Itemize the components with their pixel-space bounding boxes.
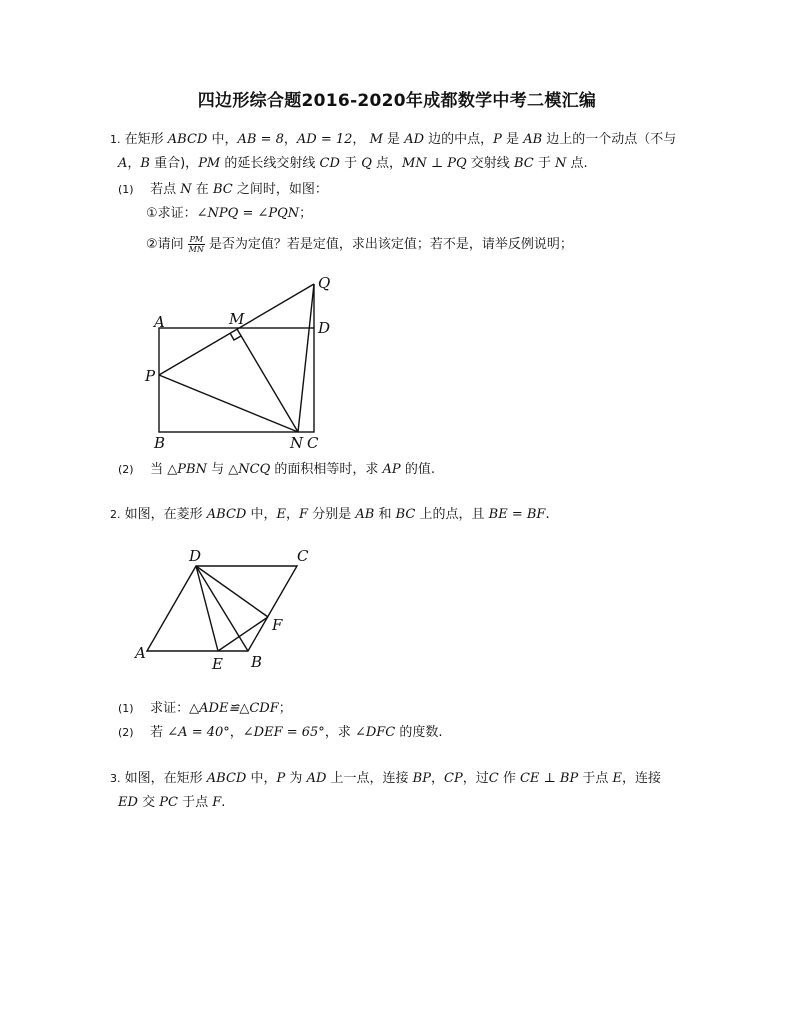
text: 于	[537, 156, 551, 171]
math: M	[369, 132, 383, 147]
text: 交	[142, 795, 156, 810]
text: 是否为定值？若是定值，求出该定值；若不是，请举反例说明；	[208, 237, 573, 252]
text: .	[221, 795, 226, 810]
label-f: F	[272, 616, 283, 634]
q1-number: 1.	[110, 133, 121, 146]
math: ∠DEF = 65°	[242, 725, 325, 740]
text: 上的点，且	[419, 507, 485, 522]
math: △PBN	[167, 462, 207, 477]
q2-part1	[118, 701, 292, 717]
fraction-numerator: PM	[189, 235, 204, 244]
math: ED	[118, 795, 138, 810]
part-index: (1)	[118, 702, 134, 715]
math: PM	[198, 156, 221, 171]
text: 点.	[570, 156, 588, 171]
q2-part2	[118, 725, 443, 741]
text: 中，	[250, 507, 277, 522]
text: 为	[289, 771, 303, 786]
text: 求证：	[150, 701, 190, 716]
math: PC	[159, 795, 178, 810]
math: BC	[212, 182, 233, 197]
text: 当	[150, 462, 164, 477]
math: N	[554, 156, 567, 171]
part-index: (2)	[118, 463, 134, 476]
text: 重合)，	[154, 156, 199, 171]
rectangle-abcd	[159, 328, 314, 432]
math: ABCD	[167, 132, 208, 147]
math: BC	[513, 156, 534, 171]
label-c: C	[297, 547, 309, 565]
math: △NCQ	[228, 462, 271, 477]
text: 之间时，如图：	[236, 182, 328, 197]
text: 于点	[182, 795, 209, 810]
text: 于点	[582, 771, 609, 786]
math: AB	[523, 132, 543, 147]
text: ；	[299, 206, 313, 221]
label-e: E	[212, 655, 223, 673]
q2-figure	[130, 544, 320, 676]
text: ①求证：	[146, 206, 197, 221]
text: ；	[278, 701, 292, 716]
math: N	[180, 182, 192, 197]
text: 和	[378, 507, 392, 522]
text: 的面积相等时，求	[274, 462, 379, 477]
math: ABCD	[206, 771, 247, 786]
text: ，求	[324, 725, 351, 740]
text: 的值.	[404, 462, 435, 477]
segment-ef	[218, 617, 268, 651]
label-c: C	[307, 434, 319, 452]
math: B	[140, 156, 150, 171]
text: 的延长线交射线	[224, 156, 316, 171]
q1-sub2	[146, 235, 573, 254]
math: E	[276, 507, 287, 522]
math: F	[212, 795, 222, 810]
math: AD	[306, 771, 327, 786]
text: 点，	[376, 156, 403, 171]
text: 分别是	[312, 507, 352, 522]
math: BE = BF	[488, 507, 546, 522]
label-d: D	[318, 319, 331, 337]
math: MN ⊥ PQ	[402, 156, 467, 171]
text: 如图，在矩形	[124, 771, 203, 786]
math: ABCD	[206, 507, 247, 522]
math: Q	[361, 156, 372, 171]
q3-line1	[110, 771, 661, 787]
text: .	[545, 507, 550, 522]
label-a: A	[135, 644, 146, 662]
math: P	[276, 771, 286, 786]
q2-number: 2.	[110, 508, 121, 521]
math: A	[118, 156, 128, 171]
math: △ADE≌△CDF	[189, 701, 279, 716]
math: AB	[355, 507, 375, 522]
text: ，	[229, 725, 243, 740]
label-q: Q	[318, 274, 331, 292]
label-p: P	[145, 367, 156, 385]
math: AD	[404, 132, 424, 147]
text: ，连接	[622, 771, 662, 786]
text: 于	[344, 156, 358, 171]
text: 在矩形	[124, 132, 164, 147]
math: CE ⊥ BP	[519, 771, 579, 786]
q1-part1	[118, 182, 328, 198]
text: ，	[430, 771, 444, 786]
text: 交射线	[470, 156, 510, 171]
segment-pn	[159, 375, 298, 432]
segment-db	[196, 566, 248, 651]
text: 与	[211, 462, 225, 477]
q1-sub1	[146, 206, 312, 222]
q1-figure	[140, 270, 340, 456]
math: C	[488, 771, 499, 786]
text: 在	[195, 182, 209, 197]
q3-number: 3.	[110, 772, 121, 785]
text: 是	[506, 132, 520, 147]
segment-qn	[298, 284, 314, 432]
part-index: (2)	[118, 726, 134, 739]
label-b: B	[154, 434, 166, 452]
text: 上一点，连接	[330, 771, 409, 786]
q1-line1	[110, 132, 676, 148]
math: E	[612, 771, 622, 786]
text: 中，	[250, 771, 277, 786]
text: 边的中点，	[428, 132, 494, 147]
text: ，	[352, 132, 366, 147]
label-d: D	[189, 547, 202, 565]
text: ，	[286, 507, 300, 522]
math: F	[299, 507, 309, 522]
text: 边上的一个动点（不与	[546, 132, 677, 147]
math: AP	[382, 462, 401, 477]
math: AB = 8	[237, 132, 284, 147]
math: ∠A = 40°	[167, 725, 230, 740]
math: CD	[319, 156, 340, 171]
math: BC	[395, 507, 416, 522]
text: 中，	[211, 132, 238, 147]
label-m: M	[229, 310, 245, 328]
text: 若	[150, 725, 164, 740]
math: CP	[444, 771, 463, 786]
page-title: 四边形综合题2016-2020年成都数学中考二模汇编	[197, 91, 597, 111]
q1-line2	[118, 156, 588, 172]
q1-part2	[118, 462, 435, 478]
text: ，过	[462, 771, 489, 786]
part-index: (1)	[118, 183, 134, 196]
q3-line2	[118, 795, 225, 811]
math: P	[493, 132, 502, 147]
text: ②请问	[146, 237, 184, 252]
segment-mn	[237, 329, 298, 432]
text: 若点	[150, 182, 177, 197]
q2-line1	[110, 507, 550, 523]
math: AD = 12	[296, 132, 353, 147]
math: ∠DFC	[354, 725, 396, 740]
fraction-denominator: MN	[188, 245, 204, 254]
label-n: N	[290, 434, 304, 452]
label-a: A	[154, 313, 165, 331]
text: 是	[387, 132, 401, 147]
text: 的度数.	[399, 725, 443, 740]
text: ，	[127, 156, 141, 171]
math: BP	[412, 771, 431, 786]
fraction	[188, 235, 205, 254]
text: ，	[283, 132, 297, 147]
text: 作	[502, 771, 516, 786]
label-b: B	[251, 653, 263, 671]
math: ∠NPQ = ∠PQN	[196, 206, 300, 221]
text: 如图，在菱形	[124, 507, 203, 522]
